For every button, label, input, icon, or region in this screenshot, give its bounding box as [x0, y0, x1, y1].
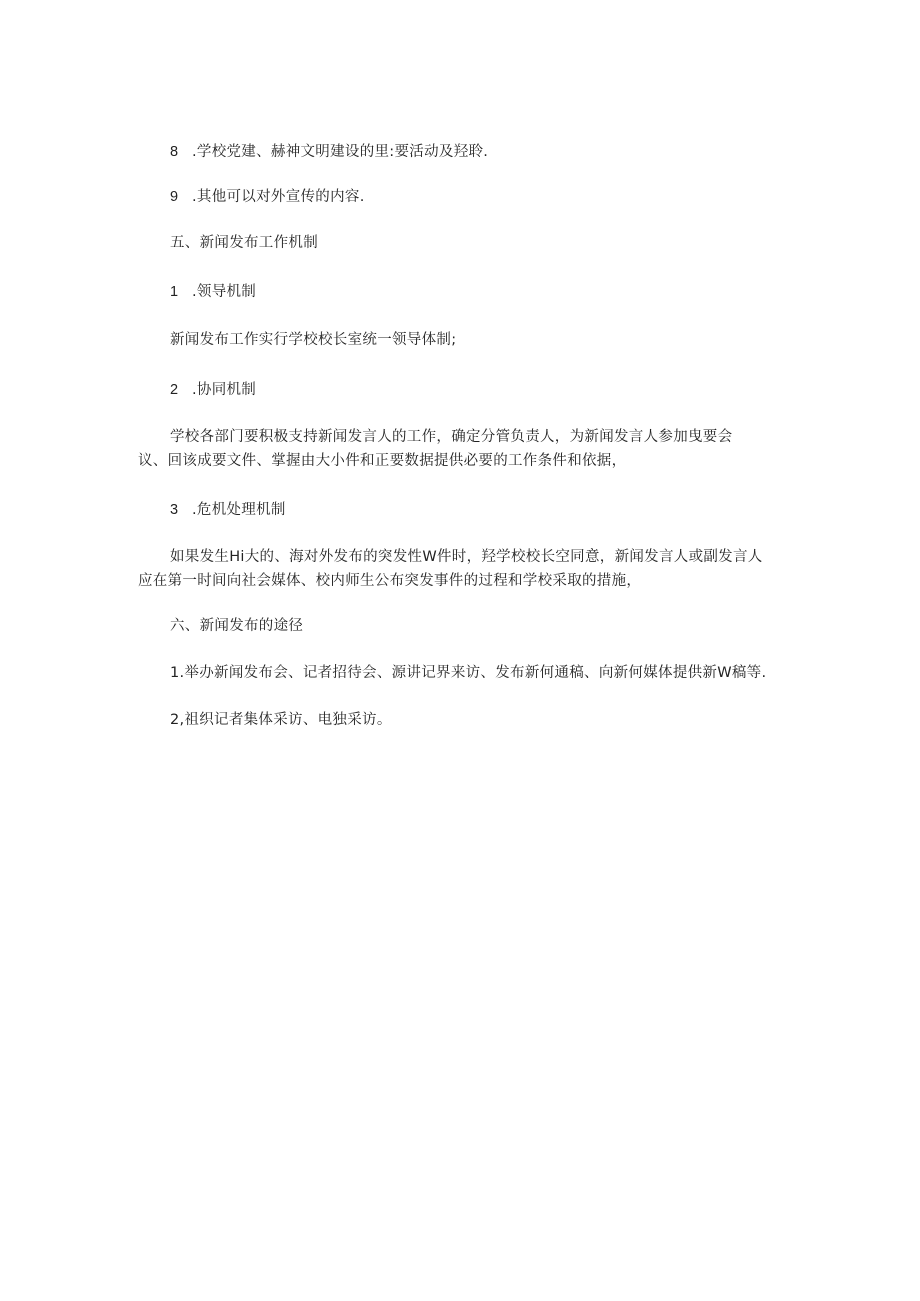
list-item-8 [170, 142, 488, 162]
list-item-9 [170, 187, 365, 207]
paragraph-line: 学校各部门要积极支持新闻发言人的工作，确定分管负责人，为新闻发言人参加曳要会 [170, 429, 733, 445]
list-text: .其他可以对外宣传的内容. [192, 189, 365, 205]
list-number: 3 [170, 502, 179, 518]
list-number: 8 [170, 144, 179, 160]
list-number: 9 [170, 189, 179, 205]
paragraph-leadership: 新闻发布工作实行学校校长室统一领导体制; [170, 332, 457, 348]
list-item-2 [170, 380, 256, 400]
list-item-channel-1: 1.举办新闻发布会、记者招待会、源讲记界来访、发布新何通稿、向新何媒体提供新W稿等. [170, 665, 767, 681]
list-text: .学校党建、赫神文明建设的里:要活动及羟聆. [192, 144, 489, 160]
list-number: 2 [170, 382, 179, 398]
paragraph-line: 议、回该成要文件、掌握由大小件和正要数据提供必要的工作条件和依据， [138, 453, 627, 469]
list-item-3 [170, 500, 286, 520]
paragraph-line: 如果发生Hi大的、海对外发布的突发性W件时，羟学校校长空同意，新闻发言人或副发言人 [170, 549, 763, 565]
list-text: .领导机制 [192, 284, 257, 300]
section-heading-6: 六、新闻发布的途径 [170, 618, 304, 634]
paragraph-line: 应在第一时间向社会媒体、校内师生公布突发事件的过程和学校采取的措施， [138, 573, 642, 589]
list-number: 1 [170, 284, 179, 300]
list-text: .协同机制 [192, 382, 257, 398]
list-item-1 [170, 282, 256, 302]
paragraph-crisis [138, 545, 798, 593]
paragraph-coordination [138, 425, 798, 473]
section-heading-5: 五、新闻发布工作机制 [170, 235, 318, 251]
list-text: .危机处理机制 [192, 502, 286, 518]
list-item-channel-2: 2,祖织记者集体采访、电独采访。 [170, 712, 392, 728]
